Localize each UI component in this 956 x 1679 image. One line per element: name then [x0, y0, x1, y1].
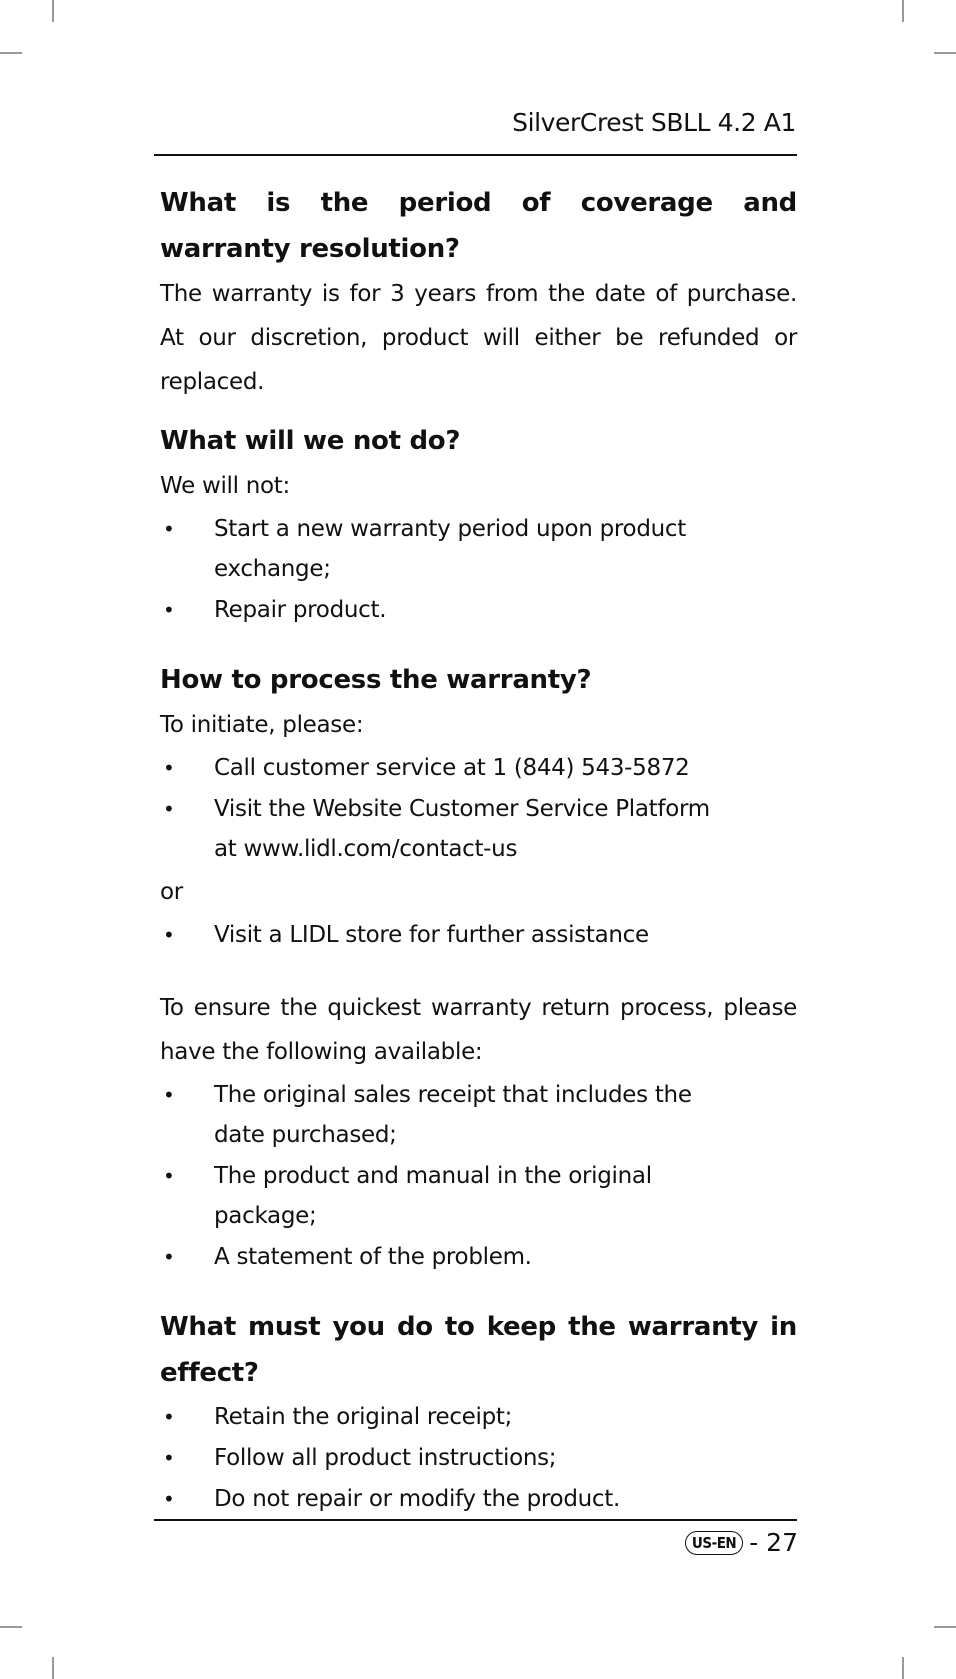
crop-mark — [902, 0, 904, 22]
crop-mark — [52, 0, 54, 22]
bullet-icon: • — [163, 1405, 175, 1429]
ensure-list — [160, 1075, 797, 1277]
header-rule — [154, 154, 797, 156]
list-item: • Start a new warranty period upon product exchange; — [160, 509, 797, 589]
crop-mark — [0, 1626, 22, 1628]
process-or: or — [160, 879, 183, 905]
list-item: • Visit the Website Customer Service Platform at www.lidl.com/contact-us — [160, 789, 797, 869]
crop-mark — [0, 52, 22, 54]
crop-mark — [902, 1657, 904, 1679]
page-number: - 27 — [749, 1528, 798, 1557]
list-item: • A statement of the problem. — [160, 1237, 797, 1277]
crop-mark — [52, 1657, 54, 1679]
crop-mark — [934, 1626, 956, 1628]
not-do-list — [160, 509, 797, 630]
list-item: • Repair product. — [160, 590, 797, 630]
bullet-icon: • — [163, 598, 175, 622]
bullet-icon: • — [163, 517, 175, 541]
keep-list — [160, 1397, 797, 1519]
section-heading-not-do: What will we not do? — [160, 426, 461, 456]
list-item: • The product and manual in the original package; — [160, 1156, 797, 1236]
section-heading-coverage: What is the period of coverage and warranty resolution? — [160, 188, 797, 264]
crop-mark — [934, 52, 956, 54]
bullet-icon: • — [163, 1245, 175, 1269]
page-footer — [685, 1528, 798, 1557]
process-intro: To initiate, please: — [160, 712, 364, 738]
bullet-icon: • — [163, 797, 175, 821]
bullet-icon: • — [163, 1164, 175, 1188]
section-heading-process: How to process the warranty? — [160, 665, 592, 695]
ensure-text: To ensure the quickest warranty return process, please have the following available: — [160, 995, 797, 1065]
page-content — [160, 180, 797, 1520]
process-list — [160, 748, 797, 869]
list-item: • Follow all product instructions; — [160, 1438, 797, 1478]
not-do-intro: We will not: — [160, 473, 290, 499]
list-item: • The original sales receipt that includes the date purchased; — [160, 1075, 797, 1155]
coverage-text: The warranty is for 3 years from the date of purchase. At our discretion, product will either be refunded or replaced. — [160, 281, 797, 395]
bullet-icon: • — [163, 1083, 175, 1107]
section-heading-keep: What must you do to keep the warranty in effect? — [160, 1312, 797, 1388]
list-item: • Call customer service at 1 (844) 543-5872 — [160, 748, 797, 788]
header-title: SilverCrest SBLL 4.2 A1 — [512, 108, 796, 137]
bullet-icon: • — [163, 1487, 175, 1511]
footer-rule — [154, 1519, 797, 1521]
list-item: • Retain the original receipt; — [160, 1397, 797, 1437]
bullet-icon: • — [163, 1446, 175, 1470]
bullet-icon: • — [163, 756, 175, 780]
bullet-icon: • — [163, 923, 175, 947]
list-item: • Do not repair or modify the product. — [160, 1479, 797, 1519]
language-badge: US-EN — [685, 1531, 743, 1555]
list-item: • Visit a LIDL store for further assistance — [160, 915, 797, 955]
process-list-alt — [160, 915, 797, 955]
